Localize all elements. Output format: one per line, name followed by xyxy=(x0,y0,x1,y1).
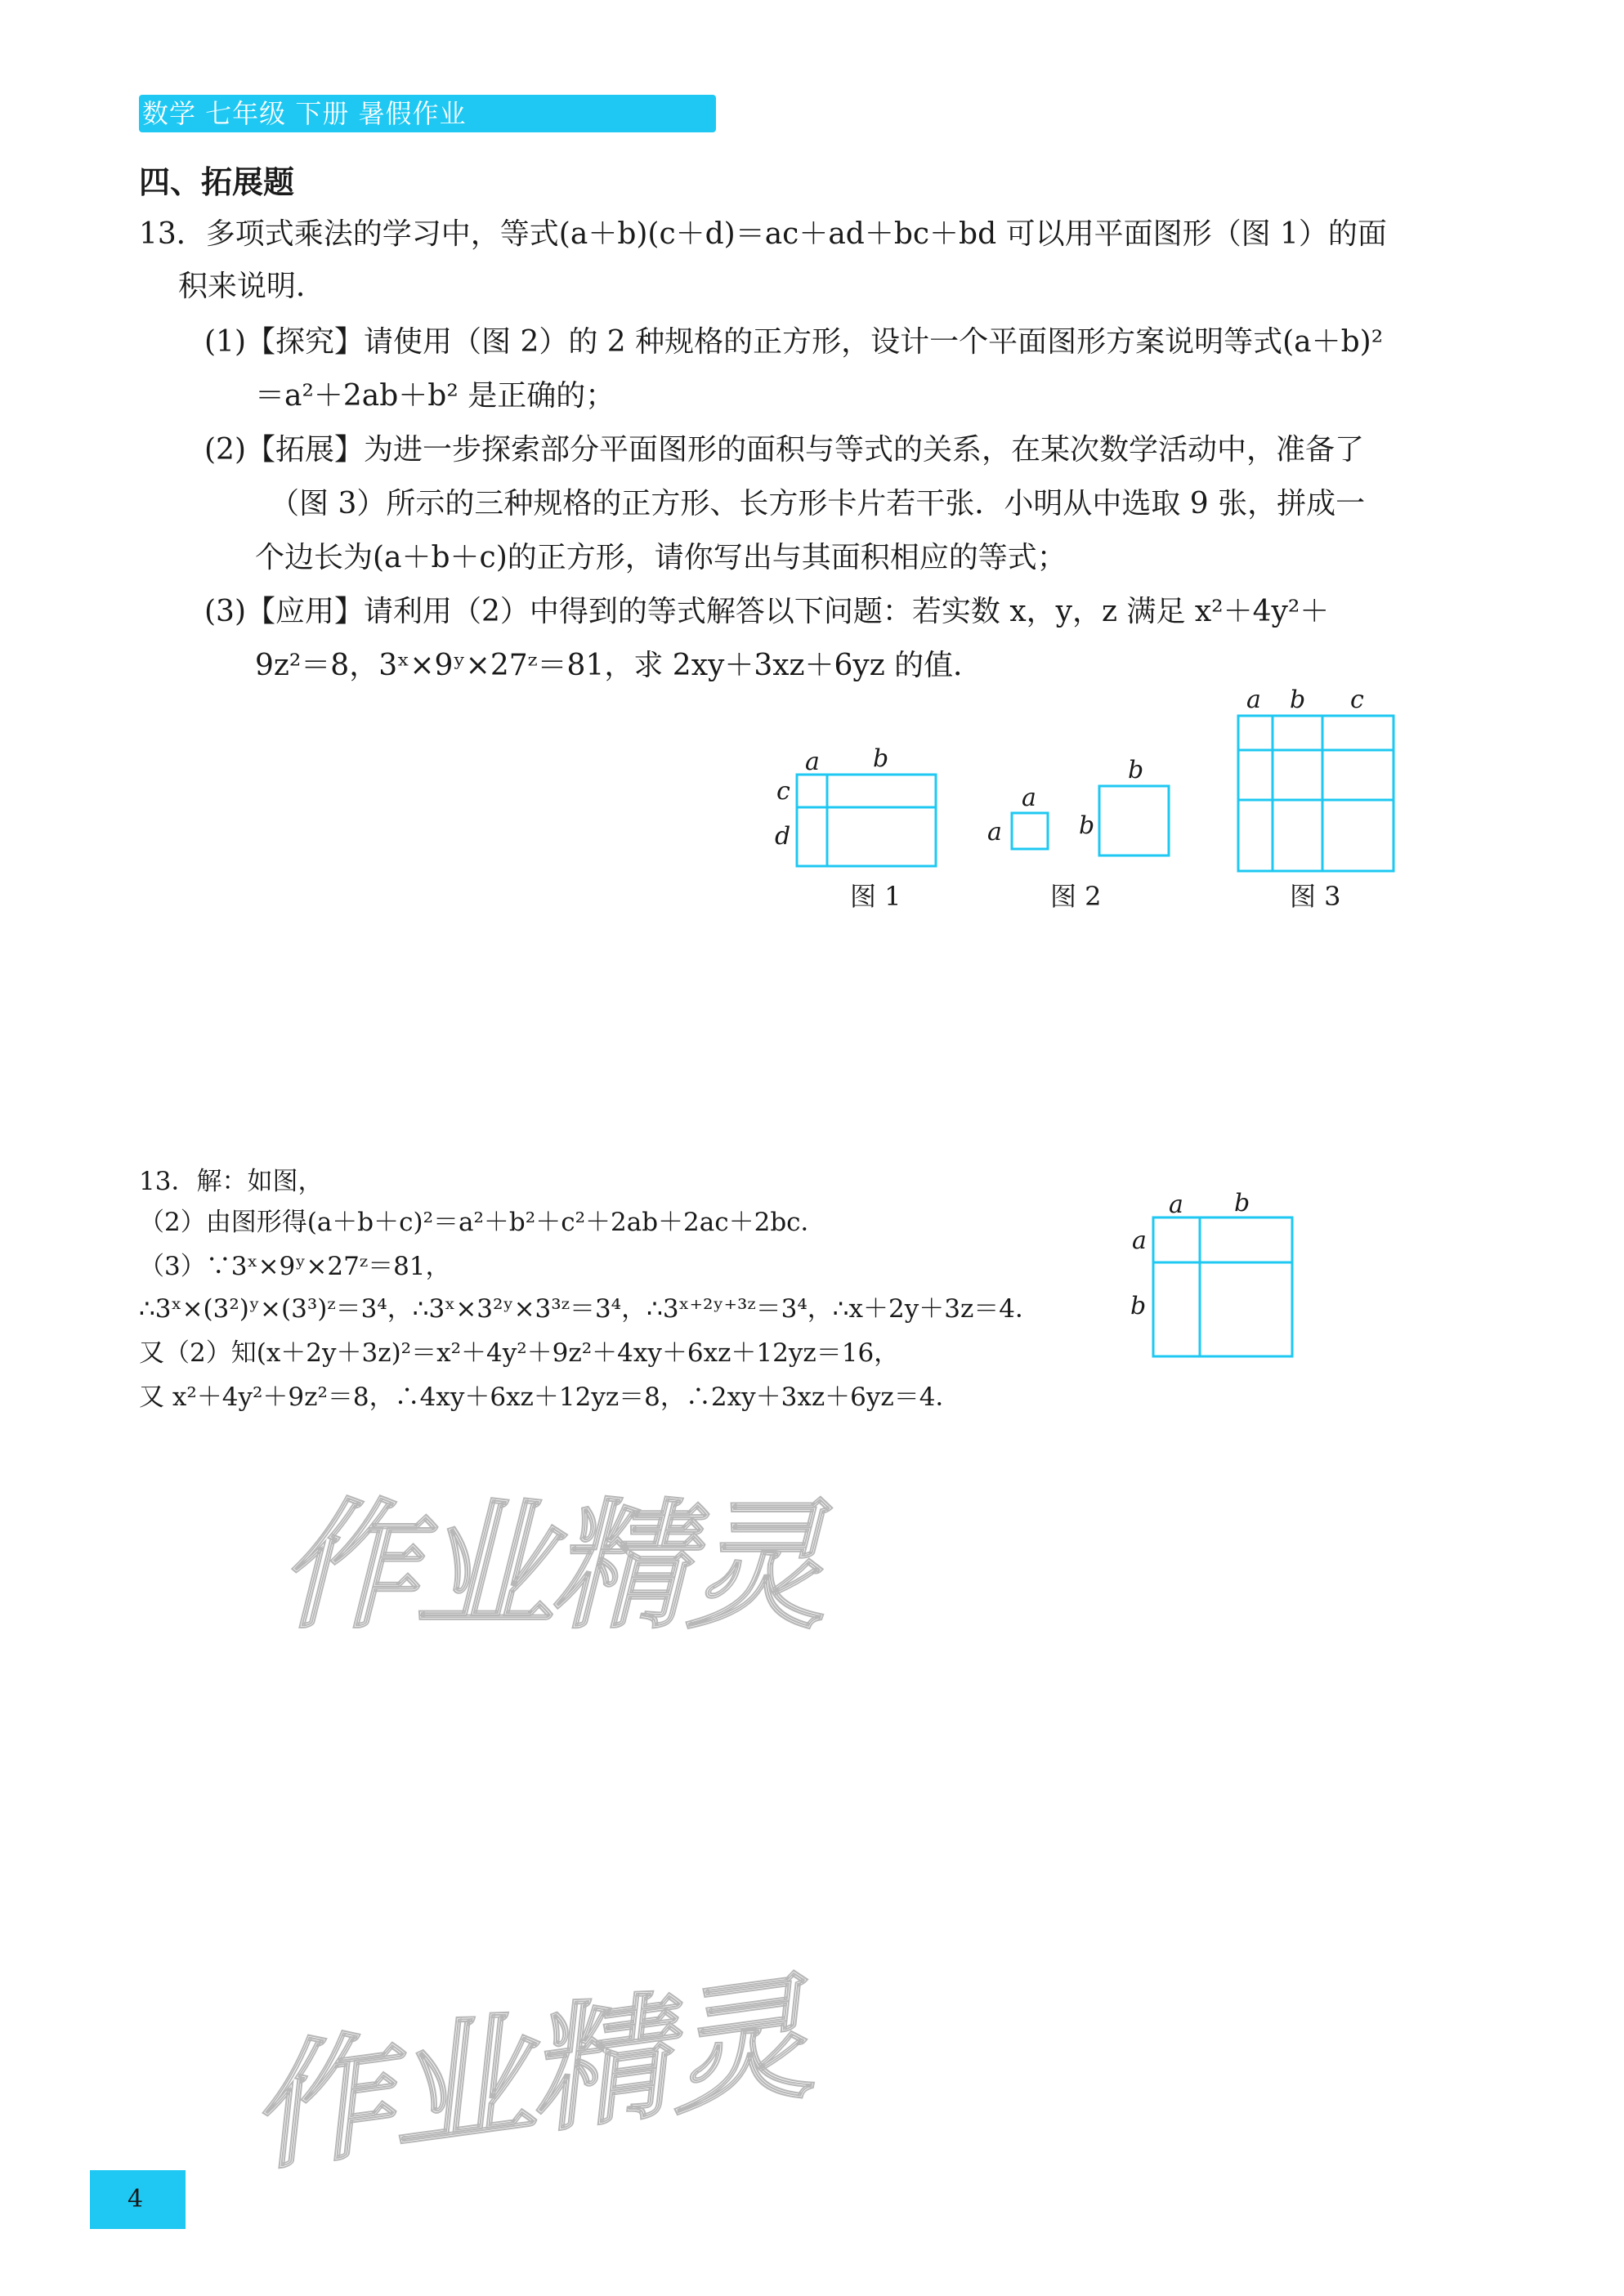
watermark: 作业精灵 xyxy=(271,1486,854,1648)
solution-figure xyxy=(1130,1189,1292,1356)
fig2-label-large-side: b xyxy=(1079,811,1095,840)
question-line: (1)【探究】请使用（图 2）的 2 种规格的正方形，设计一个平面图形方案说明等式(a＋b)² xyxy=(204,325,1384,359)
question-line: 个边长为(a＋b＋c)的正方形，请你写出与其面积相应的等式； xyxy=(255,541,1067,574)
solution-line: 又 x²＋4y²＋9z²＝8，∴4xy＋6xz＋12yz＝8，∴2xy＋3xz＋6yz＝4． xyxy=(139,1383,961,1412)
figure-3 xyxy=(1238,686,1394,912)
solution-fig-label-a-side: a xyxy=(1132,1226,1147,1255)
solution-fig-label-b-top: b xyxy=(1234,1189,1250,1217)
question-line: 13．多项式乘法的学习中，等式(a＋b)(c＋d)＝ac＋ad＋bc＋bd 可以用平面图形（图 1）的面 xyxy=(139,217,1387,251)
fig1-caption: 图 1 xyxy=(850,881,901,912)
figure-1 xyxy=(775,744,936,912)
fig1-label-a: a xyxy=(805,748,820,776)
question-line: (2)【拓展】为进一步探索部分平面图形的面积与等式的关系，在某次数学活动中，准备了 xyxy=(204,433,1364,467)
fig2-label-small-top: a xyxy=(1022,784,1036,812)
solution-fig-label-a-top: a xyxy=(1169,1190,1183,1219)
solution-line: （2）由图形得(a＋b＋c)²＝a²＋b²＋c²＋2ab＋2ac＋2bc． xyxy=(139,1208,826,1237)
fig1-label-b: b xyxy=(873,744,889,773)
solution-line: ∴3ˣ×(3²)ʸ×(3³)ᶻ＝3⁴，∴3ˣ×3²ʸ×3³ᶻ＝3⁴，∴3ˣ⁺²ʸ⁺³ᶻ＝3⁴，∴x＋2y＋3z＝4． xyxy=(139,1294,1040,1324)
header-title: 数学 七年级 下册 暑假作业 xyxy=(142,98,467,129)
fig3-label-b: b xyxy=(1290,686,1306,714)
fig3-caption: 图 3 xyxy=(1290,881,1341,912)
fig1-label-d: d xyxy=(775,822,791,851)
fig1-outer-rect xyxy=(797,775,936,866)
question-line: 积来说明． xyxy=(178,270,326,303)
fig1-label-c: c xyxy=(776,777,790,806)
fig3-outer-square xyxy=(1238,716,1394,871)
section-title: 四、拓展题 xyxy=(139,164,295,200)
question-line: 9z²＝8，3ˣ×9ʸ×27ᶻ＝81，求 2xy＋3xz＋6yz 的值． xyxy=(255,649,983,682)
question-line: ＝a²＋2ab＋b² 是正确的； xyxy=(255,379,615,413)
watermark: 作业精灵 xyxy=(253,1955,827,2192)
question-line: (3)【应用】请利用（2）中得到的等式解答以下问题：若实数 x，y，z 满足 x²＋4y²＋ xyxy=(204,595,1330,628)
fig3-label-c: c xyxy=(1350,686,1364,714)
solution-fig-outer-square xyxy=(1153,1217,1292,1356)
fig3-label-a: a xyxy=(1246,686,1261,714)
fig2-caption: 图 2 xyxy=(1050,881,1102,912)
fig2-label-large-top: b xyxy=(1128,756,1144,784)
fig2-label-small-side: a xyxy=(987,818,1002,846)
page-number: 4 xyxy=(128,2185,144,2213)
figure-2 xyxy=(987,756,1169,912)
solution-line: （3）∵3ˣ×9ʸ×27ᶻ＝81， xyxy=(139,1252,451,1281)
fig2-large-square xyxy=(1099,786,1169,855)
fig2-small-square xyxy=(1012,813,1048,849)
solution-line: 又（2）知(x＋2y＋3z)²＝x²＋4y²＋9z²＋4xy＋6xz＋12yz＝16， xyxy=(139,1338,900,1368)
question-line: （图 3）所示的三种规格的正方形、长方形卡片若干张．小明从中选取 9 张，拼成一 xyxy=(270,487,1366,520)
solution-line: 13．解：如图， xyxy=(139,1167,324,1196)
solution-fig-label-b-side: b xyxy=(1130,1292,1147,1320)
